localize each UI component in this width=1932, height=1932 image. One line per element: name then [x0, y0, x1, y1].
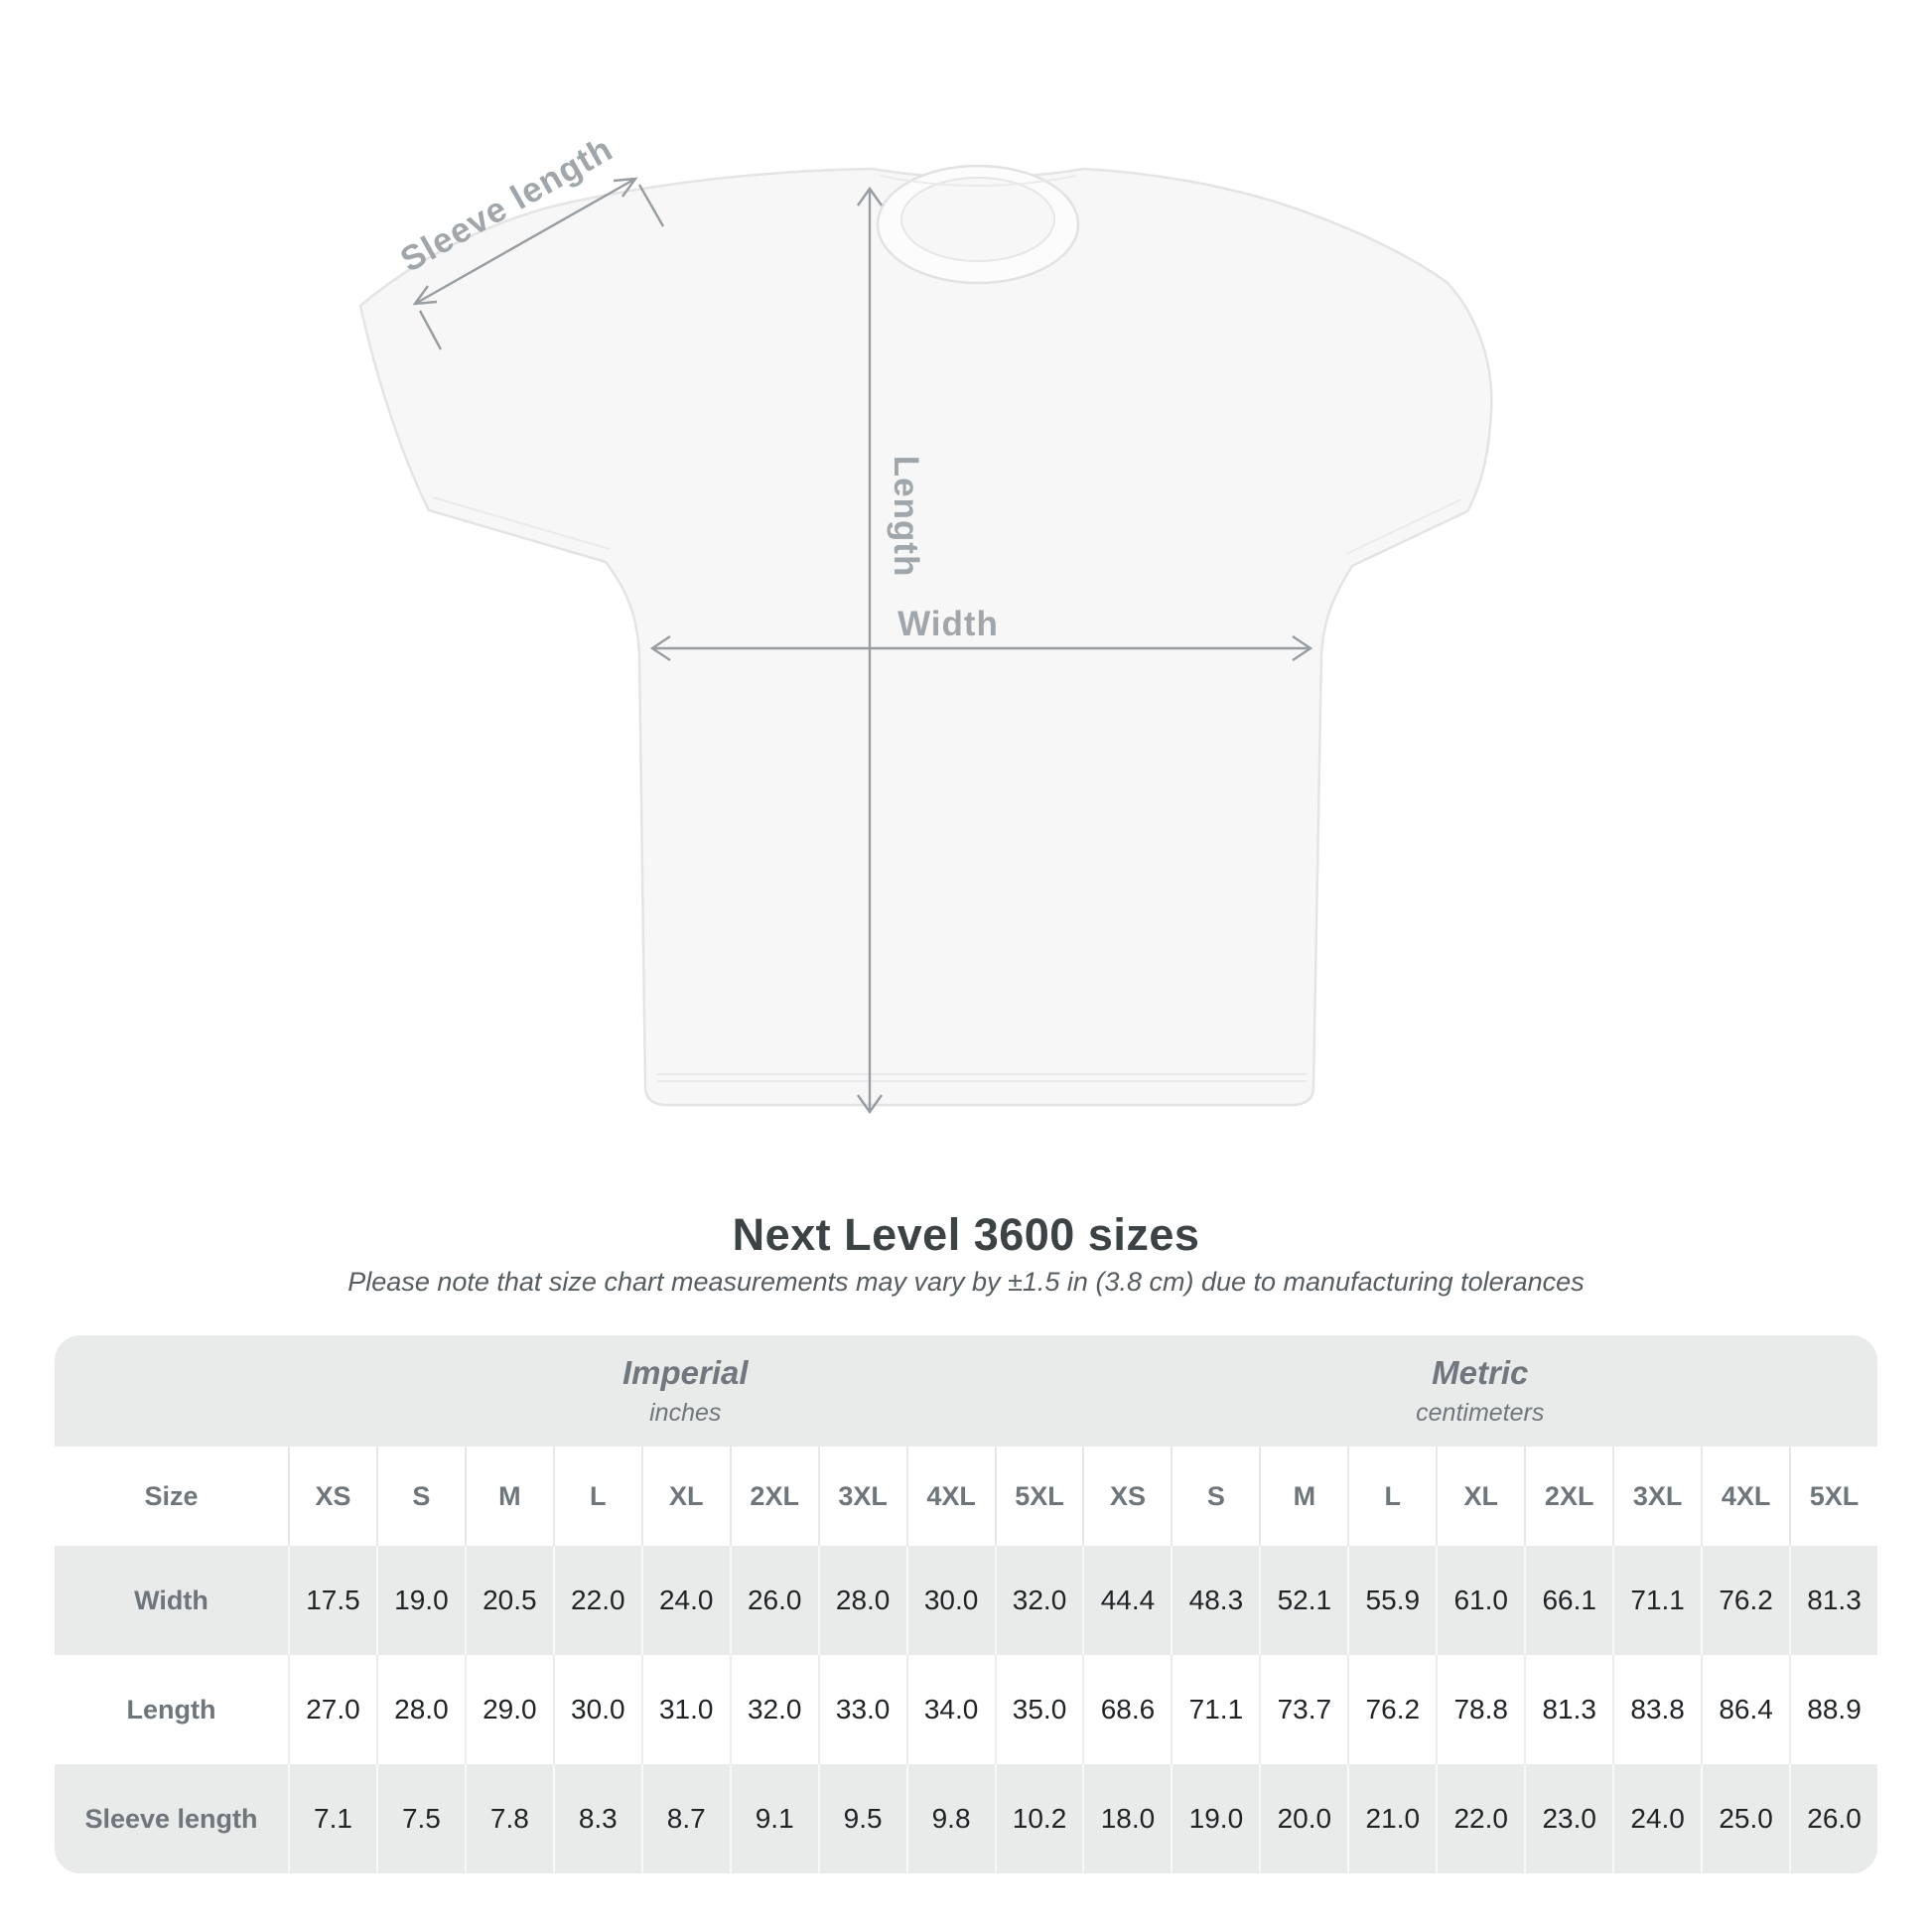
- imperial-label: Imperial: [621, 1354, 749, 1391]
- measurement-value: 20.0: [1259, 1764, 1347, 1873]
- measurement-value: 20.5: [465, 1546, 553, 1655]
- measurement-value: 23.0: [1524, 1764, 1612, 1873]
- measurement-value: 9.5: [818, 1764, 906, 1873]
- measurement-value: 28.0: [376, 1655, 465, 1764]
- size-col-header: L: [1347, 1447, 1436, 1546]
- size-col-header: 2XL: [730, 1447, 818, 1546]
- table-body: [55, 1546, 1877, 1873]
- measurement-value: 21.0: [1347, 1764, 1436, 1873]
- measurement-value: 32.0: [730, 1655, 818, 1764]
- width-label: Width: [897, 605, 999, 643]
- measurement-value: 7.5: [376, 1764, 465, 1873]
- unit-band: [55, 1335, 1877, 1447]
- measurement-value: 52.1: [1259, 1546, 1347, 1655]
- measurement-value: 27.0: [288, 1655, 376, 1764]
- metric-unit: centimeters: [1416, 1399, 1545, 1427]
- measurement-value: 25.0: [1701, 1764, 1789, 1873]
- measurement-value: 81.3: [1524, 1655, 1612, 1764]
- imperial-group-header: [288, 1354, 1083, 1428]
- size-col-header: XS: [288, 1447, 376, 1546]
- size-col-header: XL: [1436, 1447, 1524, 1546]
- measurement-value: 26.0: [730, 1546, 818, 1655]
- measurement-value: 30.0: [906, 1546, 995, 1655]
- measurement-value: 44.4: [1082, 1546, 1171, 1655]
- measurement-value: 28.0: [818, 1546, 906, 1655]
- measurement-value: 7.1: [288, 1764, 376, 1873]
- measurement-value: 76.2: [1347, 1655, 1436, 1764]
- measurement-value: 19.0: [376, 1546, 465, 1655]
- measurement-value: 32.0: [995, 1546, 1083, 1655]
- row-label: Width: [134, 1585, 208, 1615]
- size-col-header: 3XL: [818, 1447, 906, 1546]
- row-label: Sleeve length: [84, 1803, 258, 1834]
- measurement-value: 83.8: [1612, 1655, 1701, 1764]
- measurement-value: 10.2: [995, 1764, 1083, 1873]
- measurement-value: 68.6: [1082, 1655, 1171, 1764]
- size-header-row: [55, 1447, 1877, 1546]
- measurement-value: 71.1: [1171, 1655, 1259, 1764]
- measurement-value: 30.0: [553, 1655, 641, 1764]
- size-corner-header: Size: [144, 1480, 199, 1511]
- measurement-value: 7.8: [465, 1764, 553, 1873]
- size-col-header: M: [465, 1447, 553, 1546]
- measurement-value: 18.0: [1082, 1764, 1171, 1873]
- collar-inner: [901, 178, 1054, 261]
- measurement-value: 66.1: [1524, 1546, 1612, 1655]
- metric-label: Metric: [1432, 1354, 1529, 1391]
- measurement-value: 33.0: [818, 1655, 906, 1764]
- size-col-header: 2XL: [1524, 1447, 1612, 1546]
- measurement-value: 35.0: [995, 1655, 1083, 1764]
- measurement-value: 8.7: [641, 1764, 730, 1873]
- measurement-value: 34.0: [906, 1655, 995, 1764]
- measurement-value: 24.0: [1612, 1764, 1701, 1873]
- measurement-value: 22.0: [1436, 1764, 1524, 1873]
- sleeve-length-label: Sleeve length: [393, 129, 620, 280]
- size-col-header: L: [553, 1447, 641, 1546]
- measurement-value: 73.7: [1259, 1655, 1347, 1764]
- size-col-header: S: [1171, 1447, 1259, 1546]
- size-col-header: 5XL: [995, 1447, 1083, 1546]
- size-col-header: 5XL: [1789, 1447, 1877, 1546]
- measurement-value: 81.3: [1789, 1546, 1877, 1655]
- tolerance-note: Please note that size chart measurements may vary by ±1.5 in (3.8 cm) due to manufacturing tolerances: [347, 1267, 1585, 1297]
- measurement-value: 88.9: [1789, 1655, 1877, 1764]
- measurement-value: 71.1: [1612, 1546, 1701, 1655]
- size-col-header: S: [376, 1447, 465, 1546]
- measurement-value: 29.0: [465, 1655, 553, 1764]
- measurement-value: 22.0: [553, 1546, 641, 1655]
- table-row: [55, 1655, 1877, 1764]
- table-row: [55, 1546, 1877, 1655]
- size-col-header: 4XL: [1701, 1447, 1789, 1546]
- table-row: [55, 1764, 1877, 1873]
- measurement-value: 55.9: [1347, 1546, 1436, 1655]
- size-col-header: 4XL: [906, 1447, 995, 1546]
- measurement-value: 17.5: [288, 1546, 376, 1655]
- measurement-value: 76.2: [1701, 1546, 1789, 1655]
- measurement-value: 19.0: [1171, 1764, 1259, 1873]
- size-col-header: XS: [1082, 1447, 1171, 1546]
- measurement-value: 8.3: [553, 1764, 641, 1873]
- size-col-header: XL: [641, 1447, 730, 1546]
- size-col-header: M: [1259, 1447, 1347, 1546]
- measurement-value: 9.8: [906, 1764, 995, 1873]
- measurement-value: 24.0: [641, 1546, 730, 1655]
- measurement-value: 31.0: [641, 1655, 730, 1764]
- measurement-value: 9.1: [730, 1764, 818, 1873]
- measurement-value: 78.8: [1436, 1655, 1524, 1764]
- length-label: Length: [887, 455, 925, 578]
- metric-group-header: [1083, 1354, 1878, 1428]
- page-title: Next Level 3600 sizes: [732, 1209, 1200, 1260]
- measurement-value: 86.4: [1701, 1655, 1789, 1764]
- measurement-value: 61.0: [1436, 1546, 1524, 1655]
- measurement-value: 26.0: [1789, 1764, 1877, 1873]
- size-chart-table: [55, 1335, 1877, 1873]
- imperial-unit: inches: [649, 1399, 722, 1427]
- measurement-value: 48.3: [1171, 1546, 1259, 1655]
- row-label: Length: [126, 1694, 216, 1725]
- size-col-header: 3XL: [1612, 1447, 1701, 1546]
